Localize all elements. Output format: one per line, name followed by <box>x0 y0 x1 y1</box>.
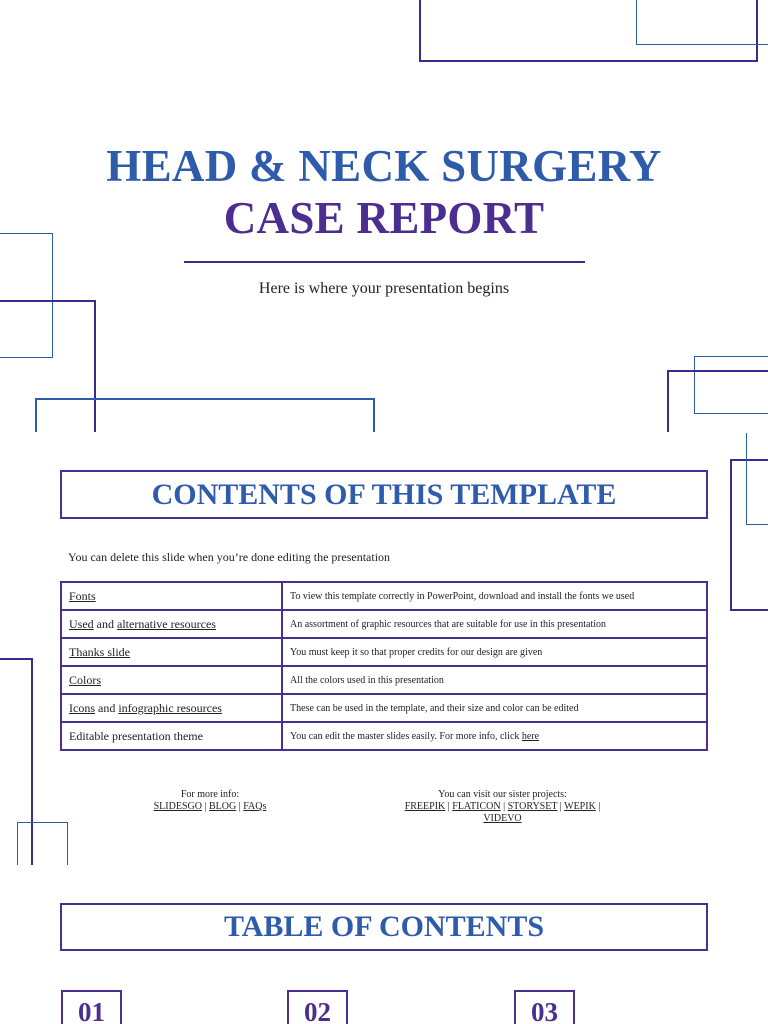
section-number-02: 02 <box>287 990 348 1024</box>
contents-slide <box>0 433 768 865</box>
toc-slide <box>0 866 768 1024</box>
blog-link[interactable]: BLOG <box>208 801 237 812</box>
section-number-01: 01 <box>61 990 122 1024</box>
colors-link[interactable]: Colors <box>69 672 102 687</box>
sister-projects-label: You can visit our sister projects: <box>438 789 567 800</box>
row-description: You can edit the master slides easily. For more info, click <box>290 730 520 742</box>
contents-heading: CONTENTS OF THIS TEMPLATE <box>60 470 708 519</box>
row-description: These can be used in the template, and their size and color can be edited <box>282 694 707 722</box>
separator: | <box>238 801 241 812</box>
infographic-resources-link[interactable]: infographic resources <box>118 700 222 715</box>
flaticon-link[interactable]: FLATICON <box>452 801 501 812</box>
separator: | <box>559 801 562 812</box>
title-line-2: CASE REPORT <box>223 193 545 243</box>
toc-heading: TABLE OF CONTENTS <box>60 903 708 951</box>
row-description: To view this template correctly in PowerPoint, download and install the fonts we used <box>282 582 707 610</box>
title-line-1: HEAD & NECK SURGERY <box>106 141 662 191</box>
delete-note: You can delete this slide when you’re done editing the presentation <box>68 550 391 564</box>
freepik-link[interactable]: FREEPIK <box>404 801 446 812</box>
row-description: An assortment of graphic resources that are suitable for use in this presentation <box>282 610 707 638</box>
section-number-03: 03 <box>514 990 575 1024</box>
storyset-link[interactable]: STORYSET <box>507 801 558 812</box>
deco-frame-right-b <box>746 433 768 525</box>
table-row <box>61 666 707 694</box>
more-info-label: For more info: <box>180 789 240 800</box>
title-slide <box>0 0 768 432</box>
deco-frame-right-large <box>667 370 768 432</box>
icons-link[interactable]: Icons <box>69 700 95 715</box>
wepik-link[interactable]: WEPIK <box>564 801 596 812</box>
separator: | <box>598 801 601 812</box>
separator: | <box>447 801 450 812</box>
table-row <box>61 722 707 750</box>
thanks-slide-link[interactable]: Thanks slide <box>69 644 130 659</box>
separator: | <box>503 801 506 812</box>
used-link[interactable]: Used <box>69 616 94 631</box>
table-row <box>61 694 707 722</box>
fonts-link[interactable]: Fonts <box>69 588 96 603</box>
table-row <box>61 610 707 638</box>
row-description: All the colors used in this presentation <box>282 666 707 694</box>
row-description: You must keep it so that proper credits for our design are given <box>282 638 707 666</box>
slidesgo-link[interactable]: SLIDESGO <box>153 801 202 812</box>
separator: | <box>204 801 207 812</box>
title-divider <box>184 261 585 263</box>
resources-table <box>60 581 708 751</box>
table-row <box>61 582 707 610</box>
table-row <box>61 638 707 666</box>
alternative-resources-link[interactable]: alternative resources <box>117 616 216 631</box>
more-info-block <box>120 789 300 813</box>
editable-theme-label: Editable presentation theme <box>61 722 282 750</box>
faqs-link[interactable]: FAQs <box>243 801 267 812</box>
sister-projects-block <box>380 789 625 825</box>
and-text: and <box>96 616 114 631</box>
deco-frame-top-small <box>636 0 768 45</box>
subtitle: Here is where your presentation begins <box>258 280 510 297</box>
deco-frame-bottom-center <box>35 398 375 432</box>
deco-frame-left-d <box>17 822 68 865</box>
videvo-link[interactable]: VIDEVO <box>483 813 522 824</box>
and-text: and <box>98 700 116 715</box>
here-link[interactable]: here <box>521 730 540 742</box>
